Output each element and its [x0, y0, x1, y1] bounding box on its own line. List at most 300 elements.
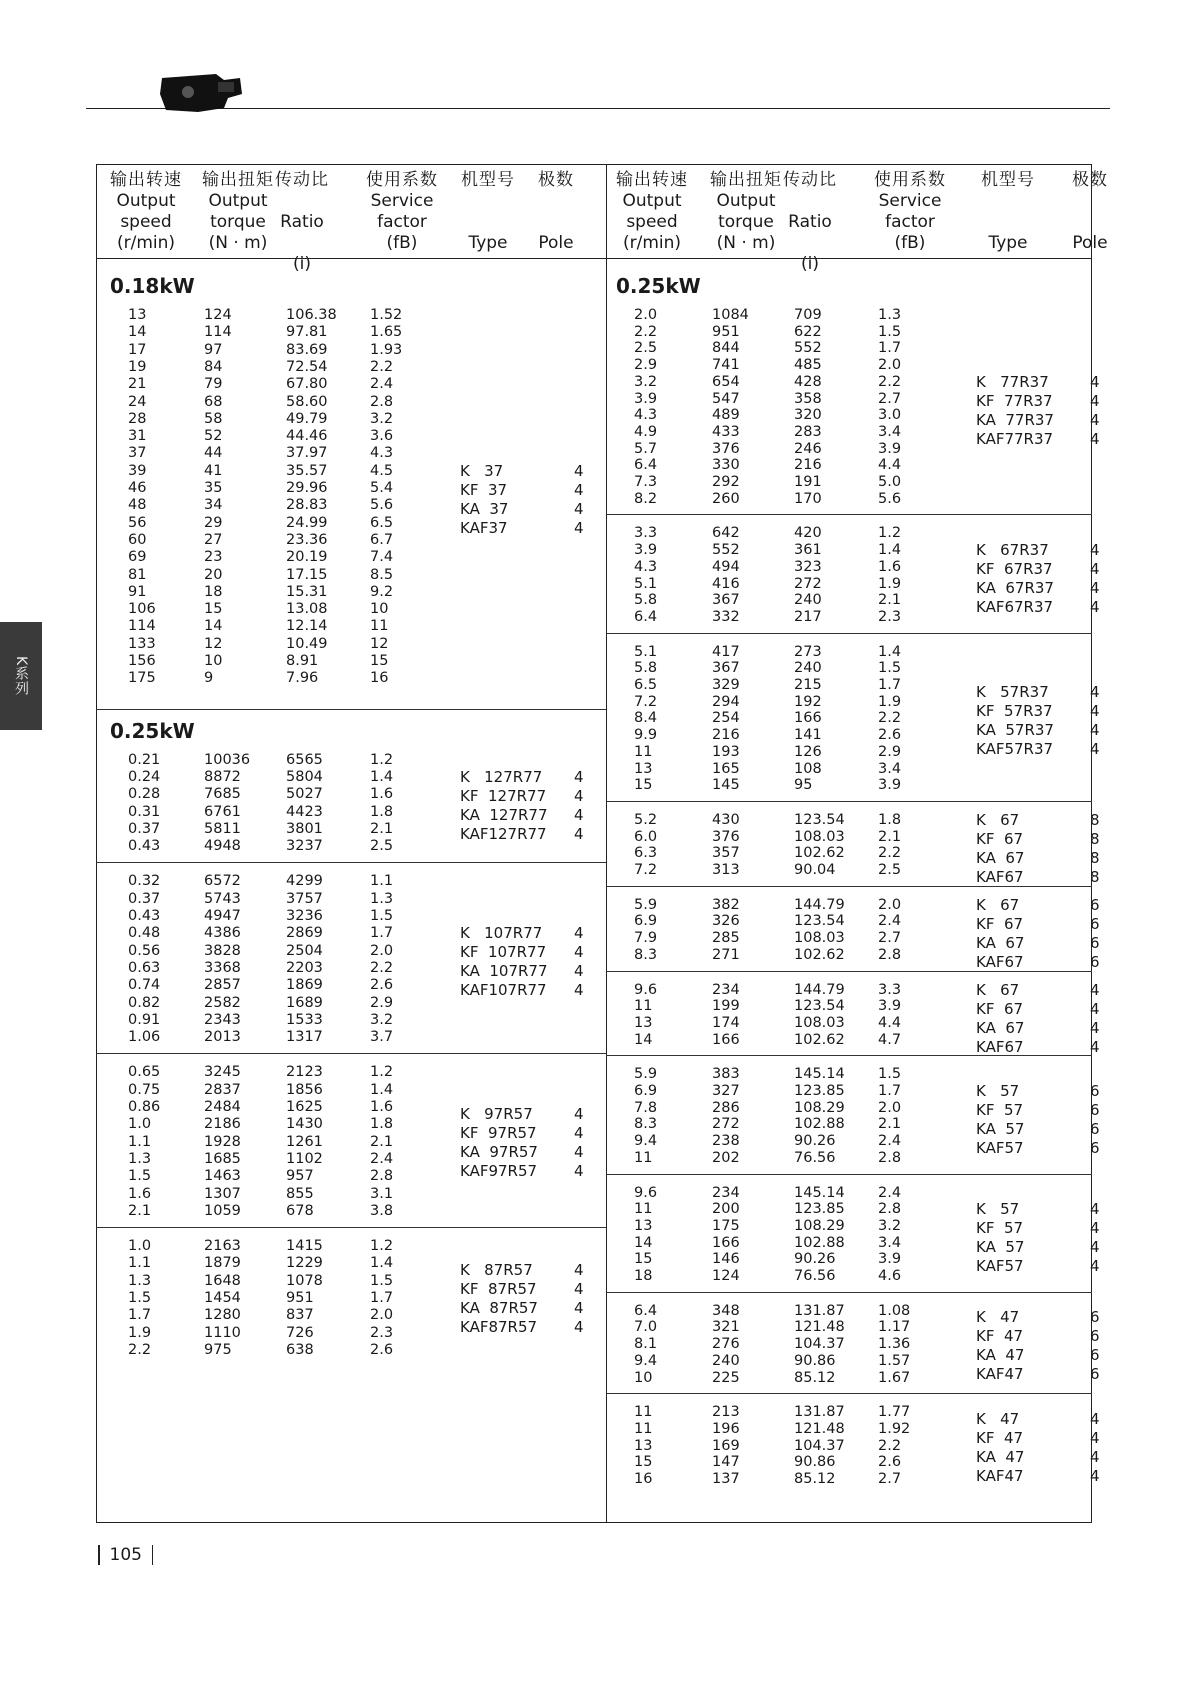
speed-value: 0.56 — [128, 942, 161, 959]
type-code: KA 67 — [976, 848, 1025, 867]
speed-value: 1.7 — [128, 1307, 152, 1324]
type-code: KA 67 — [976, 1018, 1025, 1037]
type-entry — [976, 811, 1126, 830]
service-factor-value: 5.6 — [370, 497, 394, 514]
service-factor-value: 2.0 — [878, 357, 902, 374]
header-pole-left — [516, 170, 596, 254]
type-code: KAF67R37 — [976, 598, 1054, 617]
pole-value: 4 — [574, 943, 584, 962]
type-code: KA 47 — [976, 1346, 1025, 1365]
speed-value: 48 — [128, 497, 147, 514]
torque-value: 68 — [204, 393, 223, 410]
ratio-value: 638 — [286, 1341, 314, 1358]
type-entry — [976, 1101, 1126, 1120]
type-code: K 67R37 — [976, 541, 1049, 560]
torque-value: 376 — [712, 828, 740, 845]
pole-value: 6 — [1090, 952, 1100, 971]
type-code: KF 107R77 — [460, 943, 547, 962]
ratio-value: 76.56 — [794, 1268, 836, 1284]
torque-value: 124 — [204, 307, 232, 323]
header-speed-en1: Output — [622, 191, 682, 211]
speed-value: 39 — [128, 462, 147, 479]
header-pole-right — [1050, 170, 1130, 254]
header-ratio-unit: (i) — [801, 254, 819, 274]
ratio-value: 35.57 — [286, 462, 328, 479]
table-row — [0, 490, 1192, 508]
group-rule-right — [606, 1055, 1092, 1056]
type-code: KA 47 — [976, 1447, 1025, 1466]
type-entry — [976, 541, 1126, 560]
type-entry — [976, 1327, 1126, 1346]
ratio-value: 90.26 — [794, 1133, 836, 1150]
pole-value: 4 — [1090, 720, 1100, 739]
speed-value: 7.3 — [634, 474, 658, 490]
header-ratio-en1: Ratio — [280, 212, 324, 232]
type-entry — [460, 962, 610, 981]
ratio-value: 678 — [286, 1202, 314, 1219]
group-rule-right — [606, 1174, 1092, 1175]
speed-value: 1.5 — [128, 1168, 152, 1185]
pole-value: 4 — [1090, 560, 1100, 579]
ratio-value: 166 — [794, 710, 822, 727]
service-factor-value: 1.93 — [370, 341, 403, 358]
torque-value: 165 — [712, 760, 740, 777]
torque-value: 6761 — [204, 803, 241, 820]
ratio-value: 6565 — [286, 751, 323, 768]
torque-value: 1110 — [204, 1324, 241, 1341]
speed-value: 60 — [128, 531, 147, 548]
header-sf-unit: (fB) — [386, 233, 418, 253]
service-factor-value: 2.6 — [878, 1454, 902, 1471]
ratio-value: 90.86 — [794, 1454, 836, 1471]
table-row — [0, 776, 1192, 794]
ratio-value: 2504 — [286, 942, 323, 959]
speed-value: 1.0 — [128, 1238, 152, 1255]
speed-value: 5.1 — [634, 643, 658, 660]
type-code: KF 57 — [976, 1101, 1024, 1119]
torque-value: 367 — [712, 660, 740, 677]
type-code: K 67 — [976, 810, 1020, 829]
speed-value: 1.3 — [128, 1150, 152, 1167]
pole-value: 4 — [574, 1104, 584, 1123]
pole-value: 4 — [574, 962, 584, 981]
ratio-value: 5027 — [286, 786, 323, 803]
torque-value: 10036 — [204, 751, 251, 768]
header-sf-en2: factor — [885, 212, 935, 232]
service-factor-value: 4.3 — [370, 445, 394, 462]
ratio-value: 485 — [794, 357, 822, 374]
torque-value: 276 — [712, 1336, 740, 1353]
ratio-value: 123.85 — [794, 1201, 845, 1218]
torque-value: 951 — [712, 323, 740, 340]
pole-value: 4 — [1090, 682, 1100, 701]
ratio-value: 17.15 — [286, 566, 328, 583]
group-rule-right — [606, 1292, 1092, 1293]
torque-value: 27 — [204, 531, 223, 548]
table-row — [0, 473, 1192, 491]
header-type-cn: 机型号 — [461, 170, 515, 190]
torque-value: 137 — [712, 1471, 740, 1487]
torque-value: 382 — [712, 896, 740, 913]
ratio-value: 102.62 — [794, 845, 845, 862]
header-speed-en1: Output — [116, 191, 176, 211]
torque-value: 41 — [204, 462, 223, 479]
service-factor-value: 3.8 — [370, 1202, 394, 1219]
ratio-value: 144.79 — [794, 981, 845, 998]
service-factor-value: 1.7 — [370, 1290, 394, 1306]
pole-value: 4 — [1090, 999, 1100, 1018]
torque-value: 2343 — [204, 1011, 241, 1028]
type-entry — [976, 1467, 1126, 1486]
service-factor-value: 2.3 — [370, 1324, 394, 1341]
type-entry — [976, 915, 1126, 934]
torque-value: 1454 — [204, 1290, 241, 1306]
pole-value: 4 — [574, 1142, 584, 1161]
type-code: KA 57 — [976, 1120, 1025, 1138]
service-factor-value: 3.4 — [878, 423, 902, 440]
ratio-value: 272 — [794, 575, 822, 592]
speed-value: 5.9 — [634, 896, 658, 913]
ratio-value: 123.54 — [794, 998, 845, 1015]
ratio-value: 15.31 — [286, 583, 328, 600]
speed-value: 4.3 — [634, 558, 658, 575]
service-factor-value: 3.1 — [370, 1185, 394, 1202]
type-code: KAF47 — [976, 1365, 1024, 1384]
speed-value: 114 — [128, 618, 156, 635]
service-factor-value: 1.4 — [370, 768, 394, 785]
speed-value: 9.6 — [634, 981, 658, 998]
torque-value: 234 — [712, 1184, 740, 1201]
type-entry — [976, 1346, 1126, 1365]
torque-value: 3368 — [204, 959, 241, 976]
speed-value: 5.8 — [634, 660, 658, 677]
ratio-value: 622 — [794, 323, 822, 340]
ratio-value: 240 — [794, 592, 822, 609]
ratio-value: 2869 — [286, 925, 323, 942]
service-factor-value: 1.6 — [370, 786, 394, 803]
ratio-value: 361 — [794, 542, 822, 559]
type-code: KF 77R37 — [976, 391, 1053, 410]
service-factor-value: 2.5 — [370, 838, 394, 855]
service-factor-value: 2.6 — [878, 727, 902, 744]
type-list-right — [976, 373, 1126, 449]
torque-value: 1879 — [204, 1255, 241, 1272]
type-entry — [976, 953, 1126, 972]
torque-value: 489 — [712, 407, 740, 424]
type-list-right — [976, 1082, 1126, 1158]
torque-value: 2857 — [204, 977, 241, 994]
torque-value: 285 — [712, 930, 740, 947]
service-factor-value: 3.9 — [878, 440, 902, 457]
table-row — [0, 643, 1192, 661]
torque-value: 213 — [712, 1404, 740, 1421]
pole-value: 4 — [574, 518, 584, 537]
header-pole-en: Pole — [1072, 233, 1108, 253]
speed-value: 4.9 — [634, 423, 658, 440]
service-factor-value: 12 — [370, 635, 389, 652]
type-entry — [976, 849, 1126, 868]
type-code: KF 37 — [460, 480, 508, 499]
torque-value: 348 — [712, 1302, 740, 1319]
pole-value: 4 — [574, 981, 584, 1000]
service-factor-value: 1.2 — [878, 525, 902, 542]
speed-value: 6.4 — [634, 1302, 658, 1319]
type-entry — [976, 1410, 1126, 1429]
header-torque-en1: Output — [716, 191, 776, 211]
speed-value: 156 — [128, 653, 156, 669]
torque-value: 34 — [204, 497, 223, 514]
speed-value: 2.9 — [634, 357, 658, 374]
service-factor-value: 2.9 — [878, 743, 902, 760]
pole-value: 6 — [1090, 1101, 1100, 1119]
torque-value: 6572 — [204, 873, 241, 890]
gear-motor-logo-icon — [158, 72, 244, 114]
torque-value: 271 — [712, 946, 740, 963]
ratio-value: 24.99 — [286, 514, 328, 531]
torque-value: 292 — [712, 474, 740, 490]
service-factor-value: 6.5 — [370, 514, 394, 531]
pole-value: 4 — [1090, 541, 1100, 560]
type-entry — [976, 934, 1126, 953]
torque-value: 193 — [712, 743, 740, 760]
ratio-value: 90.86 — [794, 1352, 836, 1369]
speed-value: 14 — [634, 1234, 653, 1251]
speed-value: 1.1 — [128, 1255, 152, 1272]
ratio-value: 141 — [794, 727, 822, 744]
speed-value: 7.8 — [634, 1099, 658, 1116]
pole-value: 6 — [1090, 1308, 1100, 1327]
service-factor-value: 8.5 — [370, 566, 394, 583]
speed-value: 13 — [128, 307, 147, 323]
speed-value: 2.2 — [128, 1341, 152, 1358]
speed-value: 7.9 — [634, 930, 658, 947]
torque-value: 313 — [712, 862, 740, 878]
service-factor-value: 2.1 — [370, 820, 394, 837]
ratio-value: 4423 — [286, 803, 323, 820]
service-factor-value: 1.67 — [878, 1369, 911, 1386]
speed-value: 2.1 — [128, 1202, 152, 1219]
header-pole-gap — [1050, 212, 1130, 233]
torque-value: 225 — [712, 1369, 740, 1386]
ratio-value: 837 — [286, 1307, 314, 1324]
service-factor-value: 3.9 — [878, 998, 902, 1015]
type-list-right — [976, 683, 1126, 759]
service-factor-value: 2.5 — [878, 862, 902, 878]
speed-value: 5.2 — [634, 811, 658, 828]
type-code: KF 67 — [976, 829, 1024, 848]
type-code: K 47 — [976, 1308, 1020, 1327]
header-torque-en1: Output — [208, 191, 268, 211]
speed-value: 7.0 — [634, 1319, 658, 1336]
service-factor-value: 2.0 — [370, 1307, 394, 1324]
pole-value: 4 — [574, 1299, 584, 1318]
service-factor-value: 2.2 — [370, 959, 394, 976]
header-type-en: Type — [468, 233, 508, 253]
pole-value: 6 — [1090, 1365, 1100, 1384]
speed-value: 0.86 — [128, 1099, 161, 1115]
type-code: KAF37 — [460, 518, 508, 537]
ratio-value: 192 — [794, 693, 822, 710]
torque-value: 1059 — [204, 1202, 241, 1219]
ratio-value: 215 — [794, 677, 822, 693]
service-factor-value: 1.8 — [878, 811, 902, 828]
service-factor-value: 1.7 — [878, 677, 902, 693]
ratio-value: 83.69 — [286, 341, 328, 358]
type-code: KAF67 — [976, 1037, 1024, 1056]
service-factor-value: 1.4 — [370, 1081, 394, 1098]
type-entry — [976, 560, 1126, 579]
service-factor-value: 2.6 — [370, 977, 394, 994]
torque-value: 9 — [204, 670, 214, 687]
ratio-value: 104.37 — [794, 1437, 845, 1454]
ratio-value: 13.08 — [286, 601, 328, 618]
type-entry — [976, 411, 1126, 430]
torque-value: 147 — [712, 1454, 740, 1471]
ratio-value: 104.37 — [794, 1336, 845, 1353]
ratio-value: 1689 — [286, 994, 323, 1011]
header-sf-en2: factor — [377, 212, 427, 232]
type-code: KAF67 — [976, 952, 1024, 971]
ratio-value: 123.54 — [794, 811, 845, 828]
header-type-right — [968, 170, 1048, 254]
speed-value: 0.63 — [128, 959, 161, 976]
speed-value: 1.9 — [128, 1324, 152, 1341]
speed-value: 14 — [128, 324, 147, 341]
header-sf-cn: 使用系数 — [874, 170, 946, 190]
type-code: K 47 — [976, 1409, 1020, 1428]
torque-value: 294 — [712, 693, 740, 710]
speed-value: 0.24 — [128, 768, 161, 785]
service-factor-value: 2.2 — [370, 358, 394, 375]
type-code: KAF57 — [976, 1139, 1024, 1157]
speed-value: 16 — [634, 1471, 653, 1487]
service-factor-value: 3.0 — [878, 407, 902, 424]
service-factor-value: 3.2 — [878, 1217, 902, 1234]
ratio-value: 72.54 — [286, 358, 328, 375]
type-code: K 57R37 — [976, 682, 1049, 701]
ratio-value: 108.29 — [794, 1099, 845, 1116]
type-entry — [976, 598, 1126, 617]
pole-value: 4 — [1090, 1447, 1100, 1466]
header-torque-en2: torque — [210, 212, 266, 232]
speed-value: 69 — [128, 549, 147, 566]
ratio-value: 121.48 — [794, 1319, 845, 1336]
torque-value: 23 — [204, 549, 223, 566]
ratio-value: 1415 — [286, 1238, 323, 1255]
speed-value: 6.5 — [634, 677, 658, 693]
pole-value: 4 — [1090, 372, 1100, 391]
table-row — [0, 323, 1192, 341]
type-code: KF 57 — [976, 1219, 1024, 1238]
type-code: KF 67R37 — [976, 560, 1053, 579]
torque-value: 196 — [712, 1420, 740, 1437]
pole-value: 4 — [1090, 980, 1100, 999]
torque-value: 18 — [204, 583, 223, 600]
type-code: KF 87R57 — [460, 1280, 537, 1299]
torque-value: 2186 — [204, 1116, 241, 1133]
service-factor-value: 11 — [370, 618, 389, 635]
pole-value: 8 — [1090, 810, 1100, 829]
type-list-right — [976, 541, 1126, 617]
speed-value: 0.65 — [128, 1064, 161, 1081]
pole-value: 4 — [1090, 1409, 1100, 1428]
speed-value: 0.91 — [128, 1011, 161, 1028]
service-factor-value: 2.6 — [370, 1341, 394, 1358]
pole-value: 4 — [574, 480, 584, 499]
type-list-right — [976, 1410, 1126, 1486]
service-factor-value: 2.1 — [878, 592, 902, 609]
speed-value: 1.0 — [128, 1116, 152, 1133]
torque-value: 52 — [204, 428, 223, 445]
torque-value: 199 — [712, 998, 740, 1015]
service-factor-value: 2.0 — [878, 896, 902, 913]
service-factor-value: 1.6 — [370, 1099, 394, 1115]
type-code: K 77R37 — [976, 372, 1049, 391]
torque-value: 654 — [712, 373, 740, 390]
header-sf-left — [362, 170, 442, 254]
speed-value: 7.2 — [634, 693, 658, 710]
ratio-value: 44.46 — [286, 428, 328, 445]
pole-value: 4 — [1090, 1037, 1100, 1056]
torque-value: 15 — [204, 601, 223, 618]
service-factor-value: 3.2 — [370, 1011, 394, 1028]
ratio-value: 102.62 — [794, 946, 845, 963]
group-rule-right — [606, 886, 1092, 887]
torque-value: 8872 — [204, 768, 241, 785]
pole-value: 4 — [1090, 410, 1100, 429]
pole-value: 4 — [1090, 701, 1100, 720]
pole-value: 4 — [1090, 391, 1100, 410]
speed-value: 13 — [634, 1437, 653, 1454]
type-code: KF 97R57 — [460, 1123, 537, 1142]
service-factor-value: 1.52 — [370, 307, 403, 323]
torque-value: 2484 — [204, 1099, 241, 1115]
pole-value: 4 — [1090, 1219, 1100, 1238]
speed-value: 14 — [634, 1031, 653, 1048]
ratio-value: 951 — [286, 1290, 314, 1306]
type-code: KAF77R37 — [976, 429, 1054, 448]
speed-value: 17 — [128, 341, 147, 358]
speed-value: 8.1 — [634, 1336, 658, 1353]
pole-value: 4 — [574, 1318, 584, 1337]
pole-value: 4 — [1090, 579, 1100, 598]
type-entry — [976, 1308, 1126, 1327]
header-ratio-gap — [262, 233, 342, 254]
torque-value: 2013 — [204, 1029, 241, 1046]
torque-value: 329 — [712, 677, 740, 693]
type-entry — [976, 1448, 1126, 1467]
service-factor-value: 3.4 — [878, 760, 902, 777]
header-type-gap — [968, 191, 1048, 212]
service-factor-value: 1.65 — [370, 324, 403, 341]
torque-value: 547 — [712, 390, 740, 407]
page-number-bar-right — [152, 1545, 154, 1565]
torque-value: 200 — [712, 1201, 740, 1218]
service-factor-value: 3.3 — [878, 981, 902, 998]
speed-value: 0.28 — [128, 786, 161, 803]
service-factor-value: 5.4 — [370, 480, 394, 496]
ratio-value: 1625 — [286, 1099, 323, 1115]
type-code: K 107R77 — [460, 924, 543, 943]
speed-value: 9.4 — [634, 1352, 658, 1369]
service-factor-value: 2.7 — [878, 930, 902, 947]
group-rule-right — [606, 514, 1092, 515]
service-factor-value: 1.5 — [370, 1272, 394, 1289]
header-speed-en2: speed — [626, 212, 678, 232]
torque-value: 272 — [712, 1116, 740, 1133]
ratio-value: 3236 — [286, 908, 323, 924]
torque-value: 321 — [712, 1319, 740, 1336]
